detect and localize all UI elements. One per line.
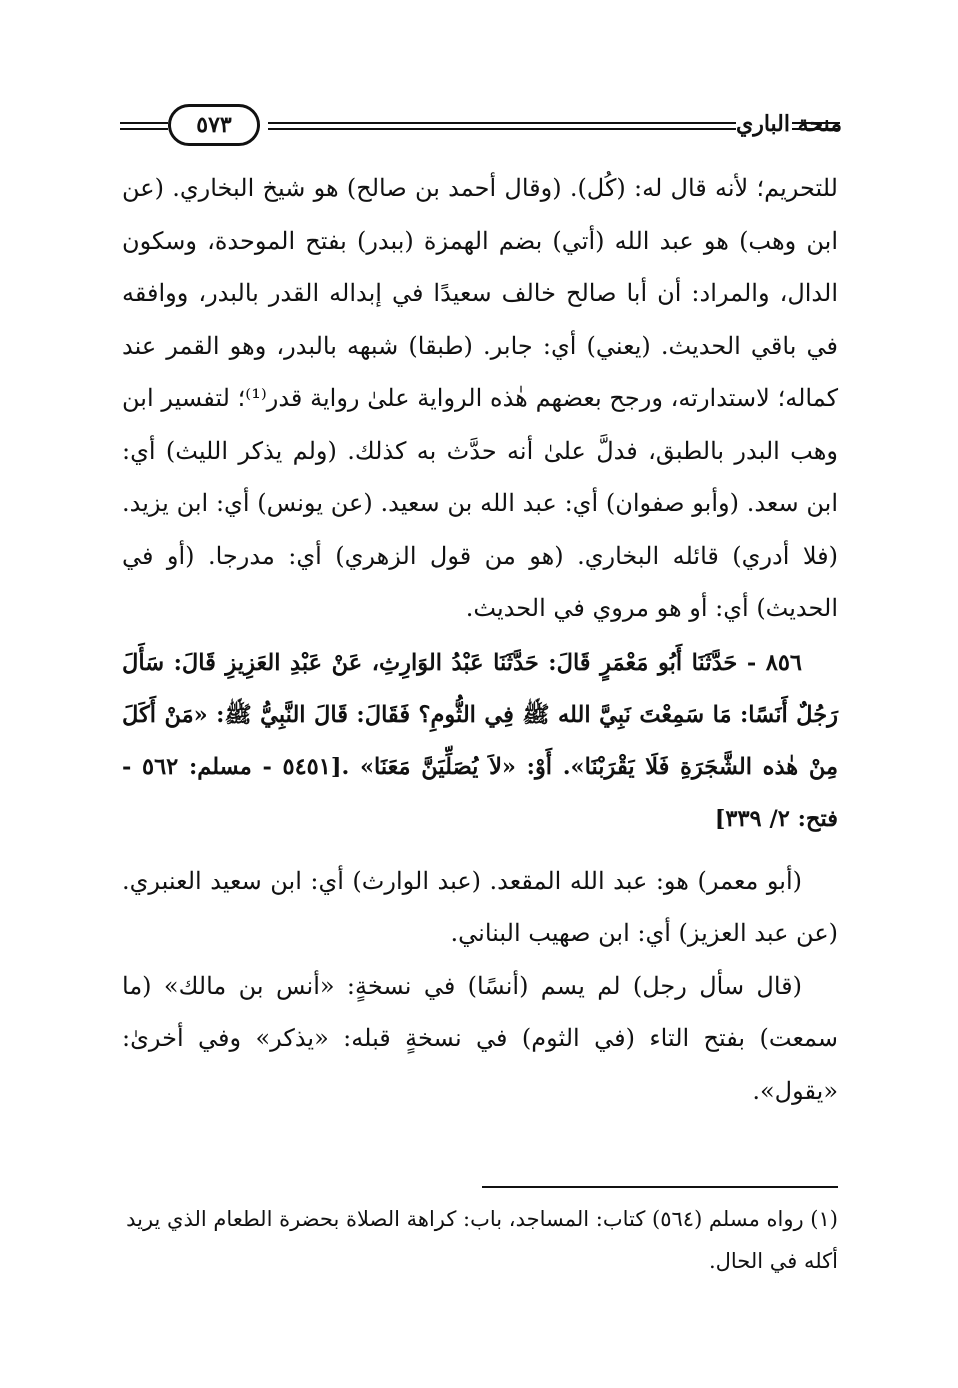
footnote — [110, 1198, 838, 1282]
commentary-paragraph-1: للتحريم؛ لأنه قال له: (كُل). (وقال أحمد بن صالح) هو شيخ البخاري. (عن ابن وهب) هو عبد الله (أتي) بضم الهمزة (ببدر) بفتح الموحدة، وسكون الدال، والمراد: أن أبا صالح خالف سعيدًا في إبداله القدر بالبدر، ووافقه في باقي الحديث. (يعني) أي: جابر. (طبقا) شبهه بالبدر، وهو القمر عند كماله؛ لاستدارته، ورجح بعضهم هٰذه الرواية علىٰ رواية قدر⁽¹⁾؛ لتفسير ابن وهب البدر بالطبق، فدلَّ علىٰ أنه حدَّث به كذلك. (ولم يذكر الليث) أي: ابن سعد. (وأبو صفوان) أي: عبد الله بن سعيد. (عن يونس) أي: ابن يزيد. (فلا أدري) قائله البخاري. (هو من قول الزهري) أي: مدرجا. (أو في الحديث) أي: أو هو مروي في الحديث. — [122, 174, 838, 622]
header-rule-right — [792, 122, 840, 124]
header-rule-left-second — [120, 128, 168, 130]
header-rule-left — [120, 122, 168, 124]
hadith-text: ٨٥٦ - حَدَّثَنَا أَبُو مَعْمَرٍ قَالَ: حَدَّثَنَا عَبْدُ الوَارِثِ، عَنْ عَبْدِ العَزِيزِ قَالَ: سَأَلَ رَجُلٌ أَنَسًا: مَا سَمِعْتَ نَبِيَّ الله ﷺ فِي الثُّومِ؟ فَقَالَ: قَالَ النَّبِيُّ ﷺ: «مَنْ أَكَلَ مِنْ هٰذه الشَّجَرَةِ فَلَا يَقْرَبْنَا». أَوْ: «لاَ يُصَلِّيَنَّ مَعَنَا» .[٥٤٥١ - مسلم: ٥٦٢ - فتح: ٢/ ٣٣٩] — [122, 649, 838, 832]
page-body — [122, 162, 838, 1117]
footnote-separator — [482, 1186, 838, 1188]
header-rule-middle — [268, 122, 736, 124]
running-title: منحة الباري — [736, 111, 843, 137]
page-number: ٥٧٣ — [168, 104, 260, 146]
header-rule-middle-second — [268, 128, 736, 130]
page-header — [120, 96, 843, 160]
commentary-paragraph-3: (قال سأل رجل) لم يسم (أنسًا) في نسخةٍ: «أنس بن مالك» (ما سمعت) بفتح التاء (في الثوم) في نسخةٍ قبله: «يذكر» وفي أخرىٰ: «يقول». — [122, 971, 839, 1105]
footnote-text: (١) رواه مسلم (٥٦٤) كتاب: المساجد، باب: كراهة الصلاة بحضرة الطعام الذي يريد أكله في الحال. — [126, 1207, 838, 1273]
header-rule-right-second — [792, 128, 840, 130]
commentary-paragraph-2: (أبو معمر) هو: عبد الله المقعد. (عبد الوارث) أي: ابن سعيد العنبري. (عن عبد العزيز) أي: ابن صهيب البناني. — [122, 866, 838, 947]
